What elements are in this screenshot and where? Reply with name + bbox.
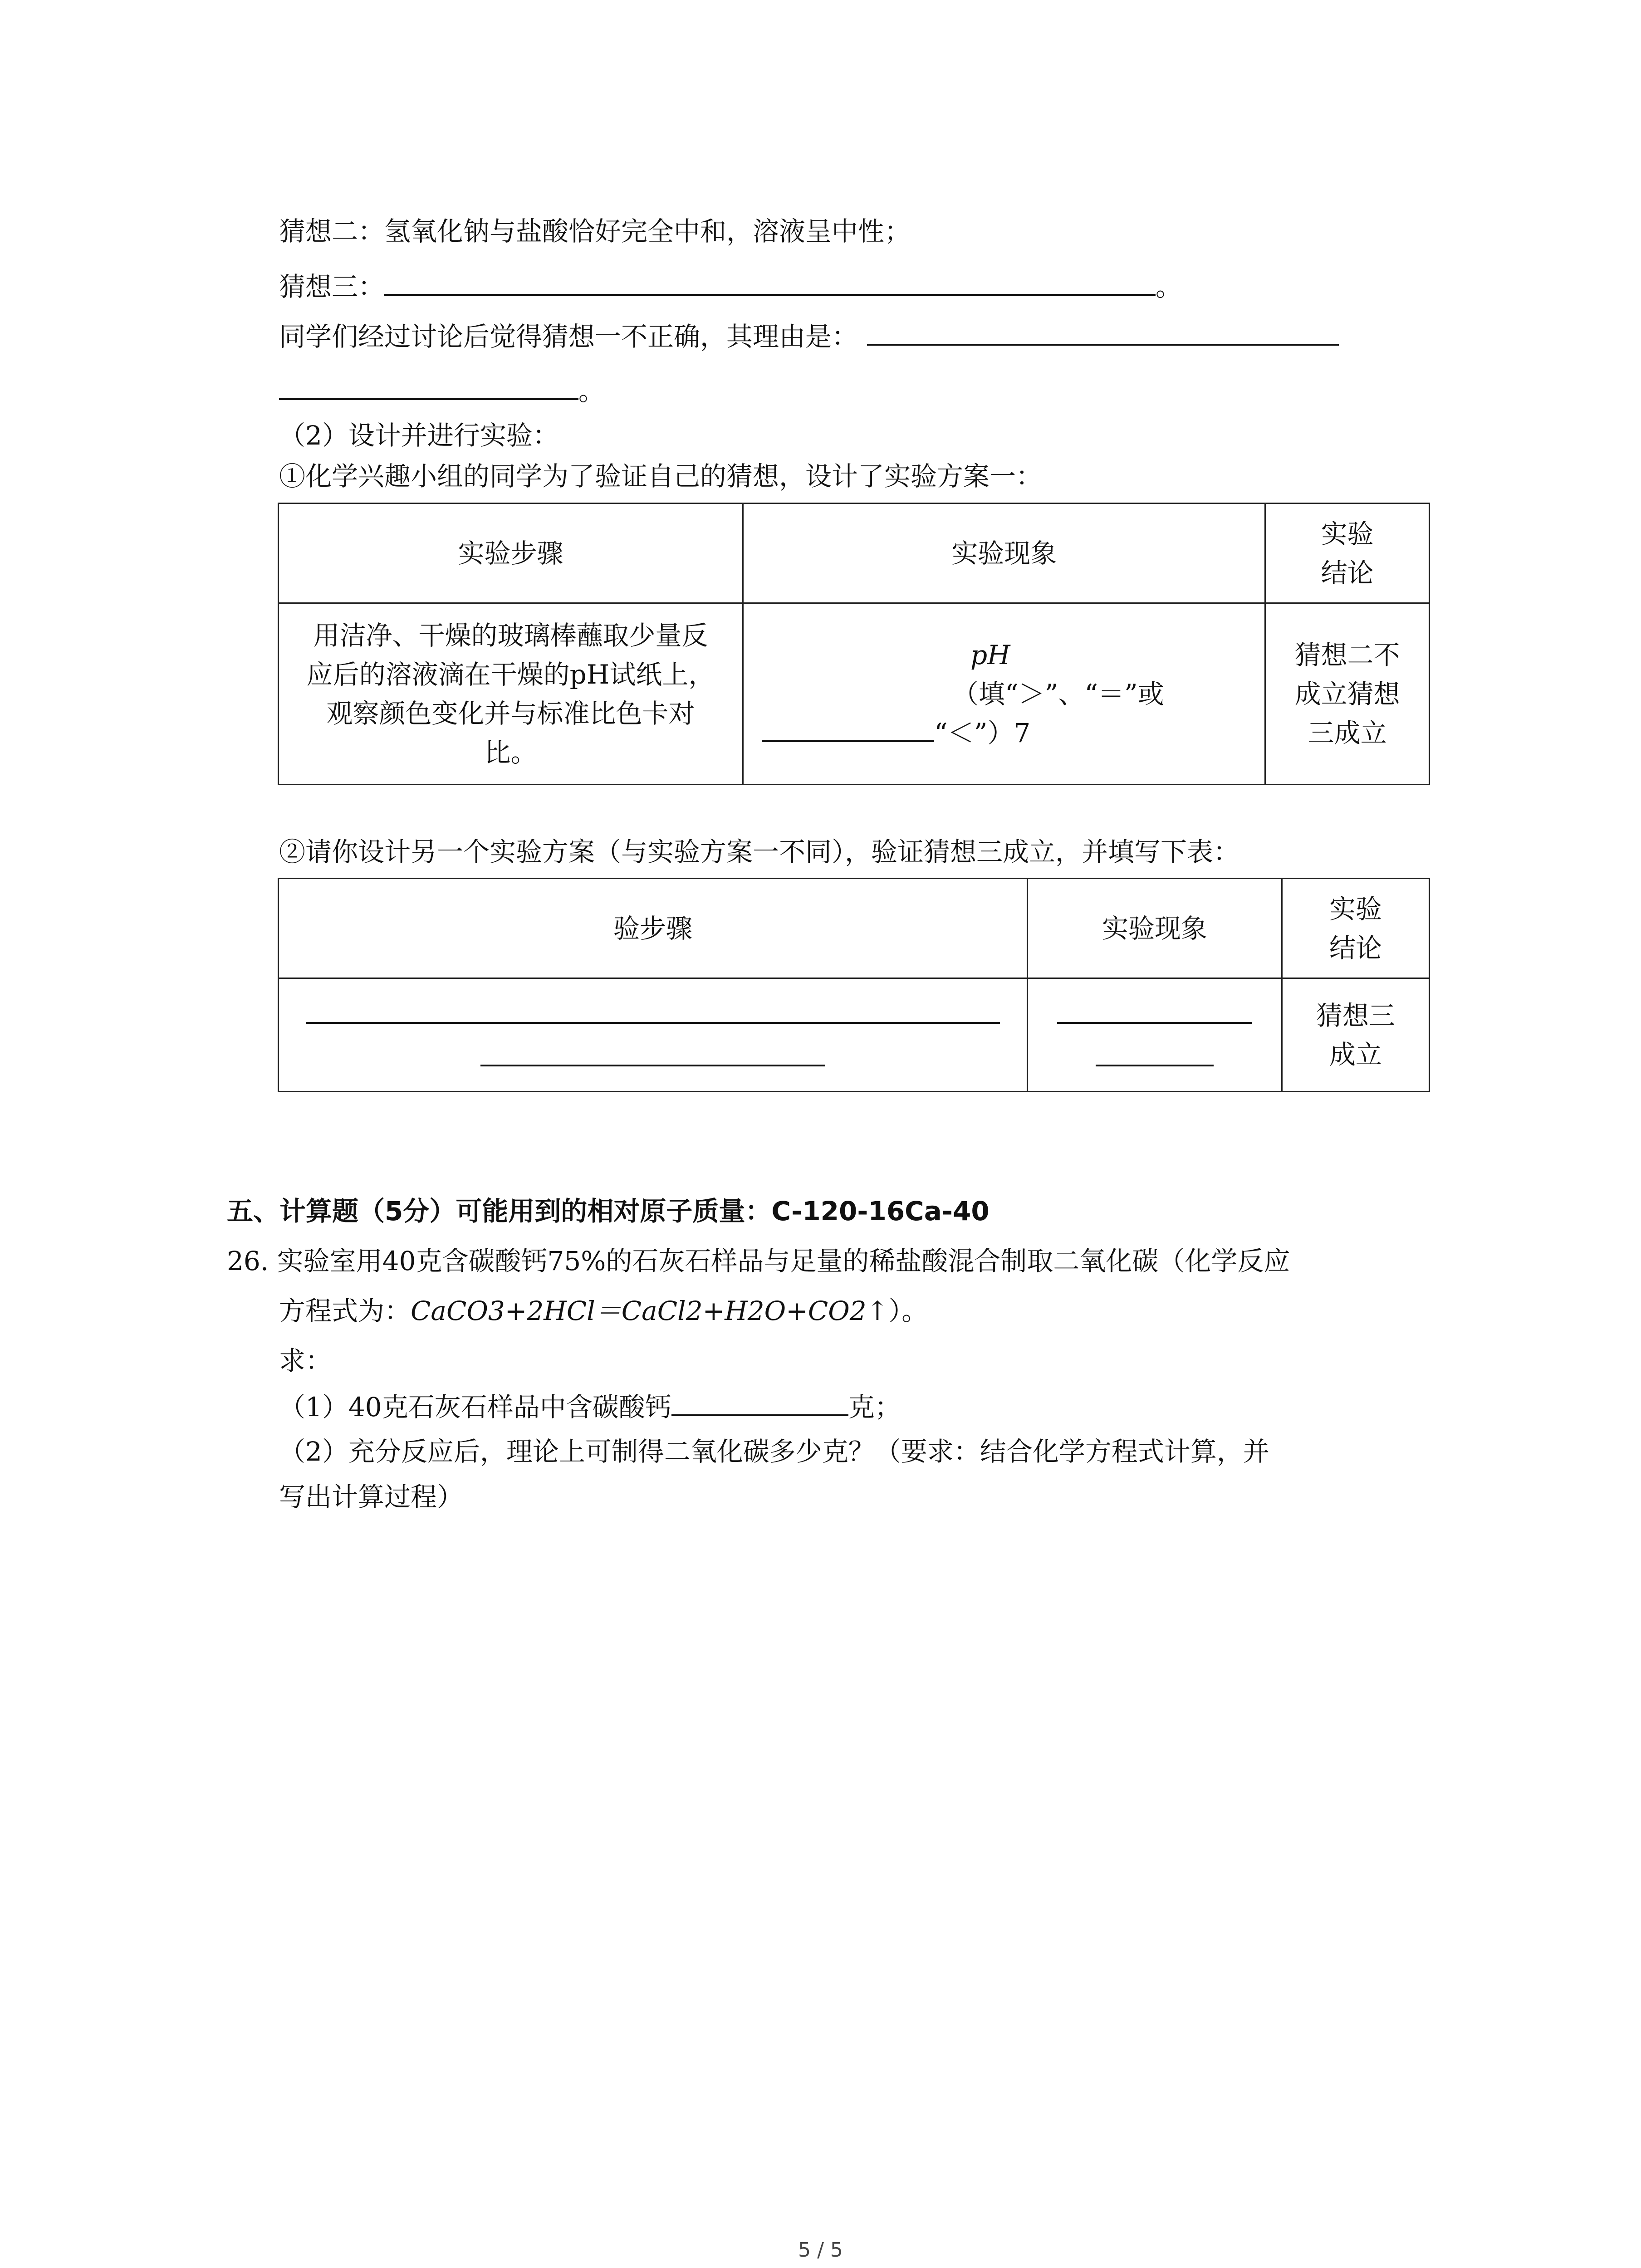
q26-line1: 26. 实验室用40克含碳酸钙75%的石灰石样品与足量的稀盐酸混合制取二氧化碳（化学反应 bbox=[227, 1246, 1290, 1276]
fill-hint: （填“＞”、“＝”或 bbox=[952, 678, 1164, 709]
guess-2: 猜想二：氢氧化钠与盐酸恰好完全中和，溶液呈中性； bbox=[279, 216, 911, 247]
q26-ask: 求： bbox=[279, 1345, 332, 1376]
header-phenomenon: 实验现象 bbox=[743, 503, 1265, 603]
step-answer-cell bbox=[279, 978, 1028, 1092]
step-blank-1[interactable] bbox=[306, 1004, 1000, 1024]
ph-label: pH bbox=[970, 639, 1010, 670]
q26-sub2-line1: （2）充分反应后，理论上可制得二氧化碳多少克？（要求：结合化学方程式计算，并 bbox=[279, 1436, 1269, 1467]
step-line: 应后的溶液滴在干燥的pH试纸上， bbox=[306, 659, 715, 690]
guess-3 bbox=[279, 268, 1182, 305]
header-step: 验步骤 bbox=[279, 879, 1028, 978]
table-header-row bbox=[279, 503, 1430, 603]
plan1-intro: ①化学兴趣小组的同学为了验证自己的猜想，设计了实验方案一： bbox=[279, 461, 1043, 492]
step-line: 用洁净、干燥的玻璃棒蘸取少量反 bbox=[313, 620, 708, 651]
step-blank-2[interactable] bbox=[480, 1046, 825, 1066]
reason-blank-2[interactable] bbox=[279, 372, 578, 400]
ph-answer: “＜”）7 bbox=[762, 714, 1255, 753]
discussion bbox=[279, 318, 1339, 355]
phenomenon-answer-cell bbox=[1027, 978, 1282, 1092]
page-number: 5 / 5 bbox=[798, 2239, 843, 2262]
phenomenon-cell bbox=[743, 603, 1265, 785]
section-5-heading: 五、计算题（5分）可能用到的相对原子质量：C-120-16Ca-40 bbox=[227, 1196, 989, 1227]
guess-3-label: 猜想三： bbox=[279, 271, 385, 302]
discussion-text: 同学们经过讨论后觉得猜想一不正确，其理由是： bbox=[279, 321, 858, 352]
step-line: 比。 bbox=[484, 737, 537, 768]
plan2-table bbox=[278, 878, 1430, 1092]
ph-blank[interactable] bbox=[762, 722, 934, 742]
header-phenomenon: 实验现象 bbox=[1027, 879, 1282, 978]
period: 。 bbox=[578, 376, 605, 406]
caco3-mass-blank[interactable] bbox=[671, 1388, 848, 1416]
header-step: 实验步骤 bbox=[279, 503, 743, 603]
header-conclusion: 实验结论 bbox=[1265, 503, 1430, 603]
phenomenon-blank-1[interactable] bbox=[1057, 1004, 1252, 1024]
chemical-equation: CaCO3+2HCl＝CaCl2+H2O+CO2↑ bbox=[411, 1295, 889, 1326]
step-line: 观察颜色变化并与标准比色卡对 bbox=[326, 698, 695, 729]
q26-equation-line: 方程式为：CaCO3+2HCl＝CaCl2+H2O+CO2↑）。 bbox=[279, 1295, 928, 1326]
discussion-cont bbox=[279, 372, 605, 409]
q26-sub2-line2: 写出计算过程） bbox=[279, 1481, 464, 1512]
part2-title: （2）设计并进行实验： bbox=[279, 420, 559, 451]
phenomenon-blank-2[interactable] bbox=[1096, 1046, 1214, 1066]
plan1-table bbox=[278, 503, 1430, 785]
guess-3-blank[interactable] bbox=[384, 268, 1156, 296]
table-row bbox=[279, 603, 1430, 785]
period: 。 bbox=[1156, 271, 1182, 302]
plan2-intro: ②请你设计另一个实验方案（与实验方案一不同），验证猜想三成立，并填写下表： bbox=[279, 836, 1240, 867]
step-cell bbox=[279, 603, 743, 785]
header-conclusion: 实验结论 bbox=[1282, 879, 1430, 978]
reason-blank-1[interactable] bbox=[867, 318, 1339, 346]
conclusion-cell: 猜想二不 成立猜想 三成立 bbox=[1265, 603, 1430, 785]
q26-sub1: （1）40克石灰石样品中含碳酸钙 克； bbox=[279, 1388, 901, 1425]
table-header-row bbox=[279, 879, 1430, 978]
conclusion-cell: 猜想三 成立 bbox=[1282, 978, 1430, 1092]
table-row bbox=[279, 978, 1430, 1092]
